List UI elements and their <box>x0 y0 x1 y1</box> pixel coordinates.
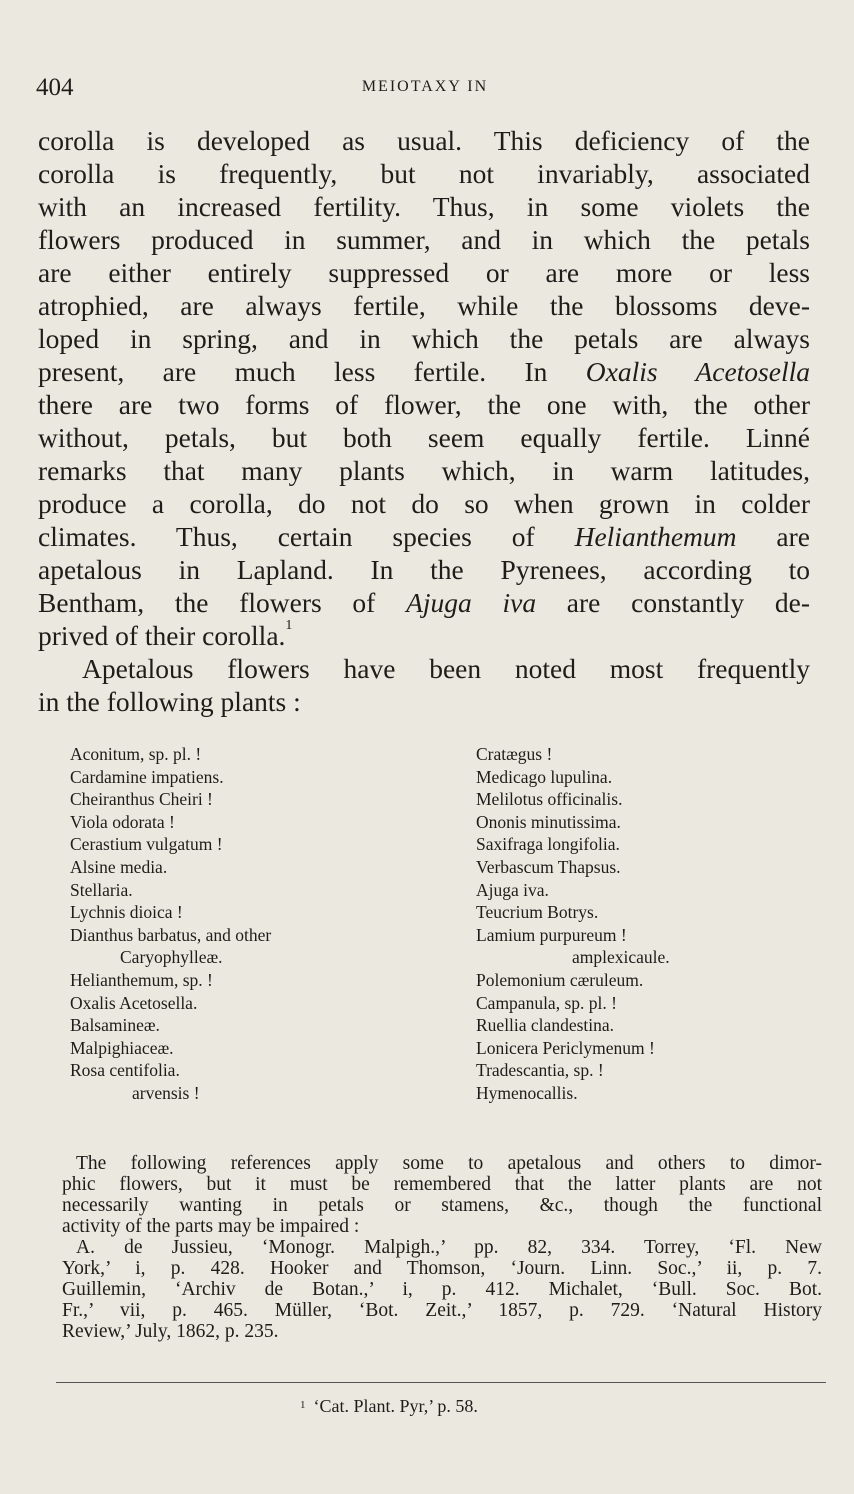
body-line: loped in spring, and in which the petals are always <box>38 323 810 354</box>
list-item: Melilotus officinalis. <box>476 789 623 810</box>
italic-species-name: Oxalis Acetosella <box>585 356 810 387</box>
body-line: with an increased fertility. Thus, in some violets the <box>38 191 810 222</box>
list-item: Lychnis dioica ! <box>70 902 183 923</box>
reference-line: activity of the parts may be impaired : <box>62 1216 360 1237</box>
list-item: Polemonium cæruleum. <box>476 969 644 990</box>
body-line: produce a corolla, do not do so when grown in colder <box>38 488 810 519</box>
list-item: Oxalis Acetosella. <box>70 992 198 1013</box>
list-item: Tradescantia, sp. ! <box>476 1060 604 1081</box>
page-number: 404 <box>36 74 74 101</box>
footnote-text: ‘Cat. Plant. Pyr,’ p. 58. <box>313 1396 478 1416</box>
body-line: Apetalous flowers have been noted most frequently <box>82 653 810 684</box>
reference-line: York,’ i, p. 428. Hooker and Thomson, ‘Journ. Linn. Soc.,’ ii, p. 7. <box>62 1258 822 1279</box>
reference-line: Review,’ July, 1862, p. 235. <box>62 1321 279 1342</box>
references-list <box>62 1237 822 1342</box>
body-line: corolla is frequently, but not invariably, associated <box>38 158 810 189</box>
plant-list-right <box>476 743 816 1105</box>
footnote-reference[interactable]: 1 <box>285 618 293 633</box>
list-item: Ajuga iva. <box>476 879 549 900</box>
body-text-segment: present, are much less fertile. In <box>38 356 586 387</box>
list-item: Malpighiaceæ. <box>70 1037 174 1058</box>
list-item: Lamium purpureum ! <box>476 924 627 945</box>
list-item: Viola odorata ! <box>70 811 175 832</box>
list-item: Ononis minutissima. <box>476 811 621 832</box>
list-item: arvensis ! <box>132 1082 200 1103</box>
list-item: Hymenocallis. <box>476 1082 578 1103</box>
list-item: Campanula, sp. pl. ! <box>476 992 617 1013</box>
body-line: apetalous in Lapland. In the Pyrenees, according to <box>38 554 810 585</box>
page-header <box>36 72 814 112</box>
body-line <box>38 520 810 553</box>
list-item: Caryophylleæ. <box>120 947 223 968</box>
body-line <box>38 355 810 388</box>
list-item: Cardamine impatiens. <box>70 766 224 787</box>
references-section <box>62 1153 822 1342</box>
body-text-segment: prived of their corolla. <box>38 620 286 651</box>
list-item: Lonicera Periclymenum ! <box>476 1037 655 1058</box>
main-paragraphs <box>38 124 810 718</box>
body-text-segment: are <box>736 521 810 552</box>
footnote-divider <box>56 1382 826 1383</box>
list-item: Cheiranthus Cheiri ! <box>70 789 213 810</box>
list-item: Rosa centifolia. <box>70 1060 180 1081</box>
list-item: Dianthus barbatus, and other <box>70 924 272 945</box>
body-line <box>38 619 810 652</box>
body-line: without, petals, but both seem equally fertile. Linné <box>38 422 810 453</box>
list-item: Stellaria. <box>70 879 133 900</box>
reference-line: phic flowers, but it must be remembered that the latter plants are not <box>62 1174 822 1195</box>
list-item: Teucrium Botrys. <box>476 902 599 923</box>
body-line: there are two forms of flower, the one with, the other <box>38 389 810 420</box>
body-line: are either entirely suppressed or are more or less <box>38 257 810 288</box>
list-item: Ruellia clandestina. <box>476 1015 615 1036</box>
list-item: Aconitum, sp. pl. ! <box>70 744 202 764</box>
list-item: amplexicaule. <box>572 947 670 968</box>
list-item: Helianthemum, sp. ! <box>70 969 213 990</box>
references-intro <box>62 1153 822 1237</box>
list-item: Balsamineæ. <box>70 1015 160 1036</box>
italic-species-name: Ajuga iva <box>406 587 537 618</box>
italic-genus-name: Helianthemum <box>574 521 737 552</box>
footnote <box>300 1396 478 1417</box>
body-line: atrophied, are always fertile, while the blossoms deve- <box>38 290 810 321</box>
body-text-segment: climates. Thus, certain species of <box>38 521 575 552</box>
body-line: remarks that many plants which, in warm latitudes, <box>38 455 810 486</box>
footnote-marker: 1 <box>300 1399 306 1411</box>
list-item: Alsine media. <box>70 856 168 877</box>
list-item: Saxifraga longifolia. <box>476 834 620 855</box>
reference-line: Fr.,’ vii, p. 465. Müller, ‘Bot. Zeit.,’ 1857, p. 729. ‘Natural History <box>62 1300 822 1321</box>
reference-line: Guillemin, ‘Archiv de Botan.,’ i, p. 412. Michalet, ‘Bull. Soc. Bot. <box>62 1279 822 1300</box>
reference-line: A. de Jussieu, ‘Monogr. Malpigh.,’ pp. 82, 334. Torrey, ‘Fl. New <box>76 1237 822 1258</box>
reference-line: necessarily wanting in petals or stamens, &c., though the functional <box>62 1195 822 1216</box>
running-head: MEIOTAXY IN <box>361 78 489 95</box>
list-item: Cerastium vulgatum ! <box>70 834 223 855</box>
body-line: flowers produced in summer, and in which the petals <box>38 224 810 255</box>
body-text-segment: Bentham, the flowers of <box>38 587 407 618</box>
body-text-segment: are constantly de- <box>536 587 810 618</box>
list-item: Verbascum Thapsus. <box>476 856 621 877</box>
body-line: corolla is developed as usual. This deficiency of the <box>38 125 810 156</box>
body-line: in the following plants : <box>38 686 301 717</box>
plant-list-left <box>70 743 440 1105</box>
list-item: Medicago lupulina. <box>476 766 613 787</box>
reference-line: The following references apply some to apetalous and others to dimor- <box>76 1153 822 1174</box>
list-item: Cratægus ! <box>476 744 553 764</box>
body-line <box>38 586 810 619</box>
